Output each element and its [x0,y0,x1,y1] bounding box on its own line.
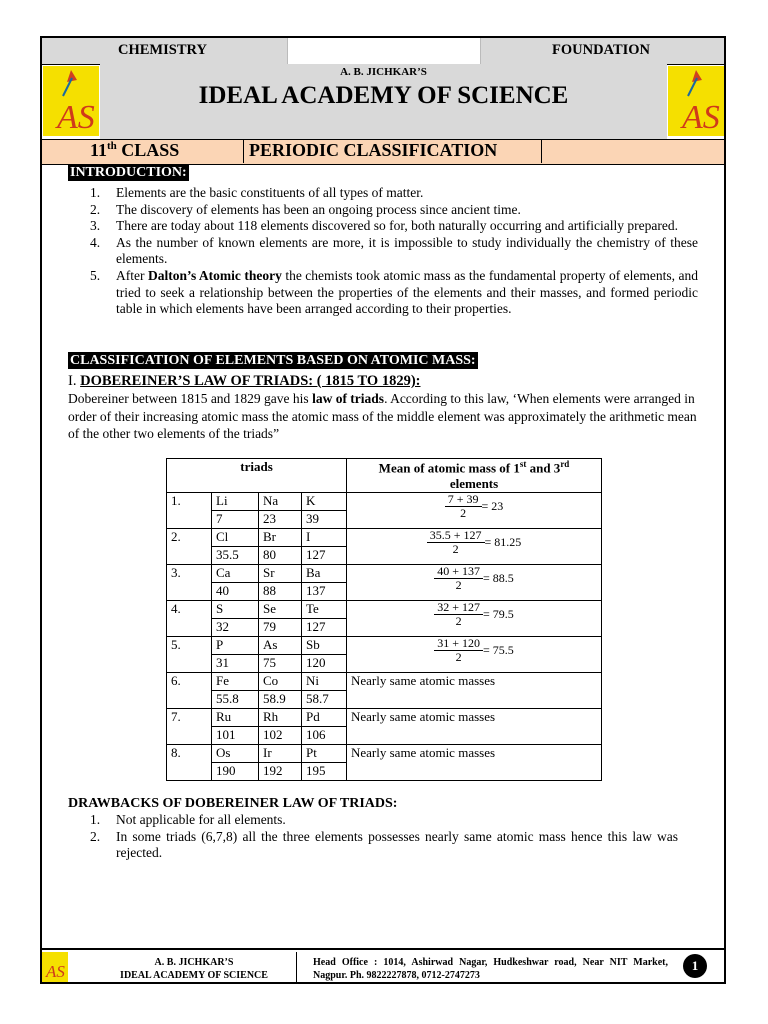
triad-number: 2. [167,529,212,565]
element-symbol: Sr [259,565,302,583]
triad-number: 1. [167,493,212,529]
element-symbol: Na [259,493,302,511]
element-symbol: Os [212,745,259,763]
atomic-mass: 58.7 [302,691,347,709]
logo-mark: AS [682,99,720,136]
list-item: 3. There are today about 118 elements discovered so for, both naturally occurring and artificially prepared. [90,218,678,234]
table-header-mean: Mean of atomic mass of 1st and 3rd elements [347,459,602,493]
institute-logo-left [43,66,99,136]
institute-title: IDEAL ACADEMY OF SCIENCE [198,82,569,109]
element-symbol: S [212,601,259,619]
atomic-mass: 23 [259,511,302,529]
element-symbol: Ca [212,565,259,583]
element-symbol: As [259,637,302,655]
element-symbol: Pd [302,709,347,727]
svg-text:AS: AS [46,962,65,981]
page-number: 1 [683,954,707,978]
element-symbol: Ir [259,745,302,763]
mean-cell [347,529,602,565]
footer-address: Head Office : 1014, Ashirwad Nagar, Hudkeshwar road, Near NIT Market, Nagpur. Ph. 9822227878, 0712-2747273 [313,957,668,981]
element-symbol: Li [212,493,259,511]
table-row [167,637,602,655]
triads-table [166,458,602,781]
mean-cell [347,637,602,673]
element-symbol: Fe [212,673,259,691]
atomic-mass: 195 [302,763,347,781]
mean-note: Nearly same atomic masses [351,673,496,689]
atomic-mass: 106 [302,727,347,745]
mean-cell [347,601,602,637]
owner-name: A. B. JICHKAR’S [340,66,427,78]
intro-heading: INTRODUCTION: [70,165,187,180]
topic-label: PERIODIC CLASSIFICATION [249,140,498,160]
list-item: 1. Not applicable for all elements. [90,812,286,827]
mean-result: = 23 [481,499,504,514]
mean-fraction: $\frac{35.5 + 127}{2}$ [427,529,485,556]
atomic-mass: 55.8 [212,691,259,709]
atomic-mass: 127 [302,547,347,565]
element-symbol: Sb [302,637,347,655]
atomic-mass: 75 [259,655,302,673]
atomic-mass: 190 [212,763,259,781]
element-symbol: Cl [212,529,259,547]
table-row [167,493,602,511]
triad-number: 5. [167,637,212,673]
atomic-mass: 101 [212,727,259,745]
list-item: 4. As the number of known elements are more, it is impossible to study individually the chemistry of these elements. [90,234,698,267]
atomic-mass: 80 [259,547,302,565]
subject-label: CHEMISTRY [118,42,207,58]
atomic-mass: 120 [302,655,347,673]
atomic-mass: 102 [259,727,302,745]
atomic-mass: 58.9 [259,691,302,709]
mean-fraction: $\frac{31 + 120}{2}$ [434,637,483,664]
mean-cell [347,493,602,529]
class-label: 11th CLASS [90,140,180,160]
element-symbol: P [212,637,259,655]
atomic-mass: 31 [212,655,259,673]
element-symbol: Se [259,601,302,619]
triad-number: 3. [167,565,212,601]
triad-number: 8. [167,745,212,781]
table-row [167,745,602,763]
intro-list [68,185,698,318]
mean-cell [347,565,602,601]
triads-subheading: I. DOBEREINER’S LAW OF TRIADS: ( 1815 TO 1829): [68,373,421,389]
atomic-mass: 7 [212,511,259,529]
mean-note: Nearly same atomic masses [351,745,496,761]
element-symbol: I [302,529,347,547]
atomic-mass: 40 [212,583,259,601]
mean-cell [347,709,602,745]
atomic-mass: 79 [259,619,302,637]
table-row [167,529,602,547]
element-symbol: K [302,493,347,511]
atomic-mass: 192 [259,763,302,781]
mean-result: = 88.5 [483,571,514,586]
header-blank-cell [287,38,481,64]
triad-number: 7. [167,709,212,745]
level-label: FOUNDATION [552,42,651,58]
atomic-mass: 88 [259,583,302,601]
table-row [167,601,602,619]
element-symbol: Ru [212,709,259,727]
triad-number: 4. [167,601,212,637]
footer-logo [42,952,68,982]
list-item: 1. Elements are the basic constituents of all types of matter. [90,185,424,200]
classification-heading: CLASSIFICATION OF ELEMENTS BASED ON ATOMIC MASS: [70,353,476,368]
mean-cell [347,745,602,781]
element-symbol: Co [259,673,302,691]
atomic-mass: 127 [302,619,347,637]
table-row [167,709,602,727]
mean-cell [347,673,602,709]
institute-logo-right [668,66,724,136]
table-row [167,565,602,583]
atomic-mass: 137 [302,583,347,601]
mean-note: Nearly same atomic masses [351,709,496,725]
list-item: 2. The discovery of elements has been an ongoing process since ancient time. [90,201,521,217]
element-symbol: Ba [302,565,347,583]
atomic-mass: 39 [302,511,347,529]
drawbacks-list [68,812,678,862]
mean-result: = 79.5 [483,607,514,622]
element-symbol: Br [259,529,302,547]
element-symbol: Pt [302,745,347,763]
atomic-mass: 35.5 [212,547,259,565]
logo-mark: AS [57,99,95,136]
element-symbol: Rh [259,709,302,727]
list-item: 5. After Dalton’s Atomic theory the chemists took atomic mass as the fundamental property of elements, and tried to seek a relationship between the properties of the elements and their masses, and formed periodic table in which elements have been arranged according to their properties. [90,267,699,317]
mean-fraction: $\frac{40 + 137}{2}$ [434,565,483,592]
list-item: 2. In some triads (6,7,8) all the three elements possesses nearly same atomic mass hence this law was rejected. [90,828,678,861]
mean-result: = 75.5 [483,643,514,658]
element-symbol: Te [302,601,347,619]
mean-result: = 81.25 [484,535,522,550]
drawbacks-heading: DRAWBACKS OF DOBEREINER LAW OF TRIADS: [68,796,398,811]
table-row [167,673,602,691]
mean-fraction: $\frac{32 + 127}{2}$ [434,601,483,628]
table-header-triads: triads [167,459,347,493]
atomic-mass: 32 [212,619,259,637]
triads-paragraph: Dobereiner between 1815 and 1829 gave his law of triads. According to this law, ‘When elements were arranged in order of their increasing atomic mass the atomic mass of the middle element was approximately the arithmetic mean of the other two elements of the triads” [68,391,697,441]
mean-fraction: $\frac{7 + 39}{2}$ [445,493,482,520]
triad-number: 6. [167,673,212,709]
footer-institute: A. B. JICHKAR’S IDEAL ACADEMY OF SCIENCE [120,957,268,981]
element-symbol: Ni [302,673,347,691]
